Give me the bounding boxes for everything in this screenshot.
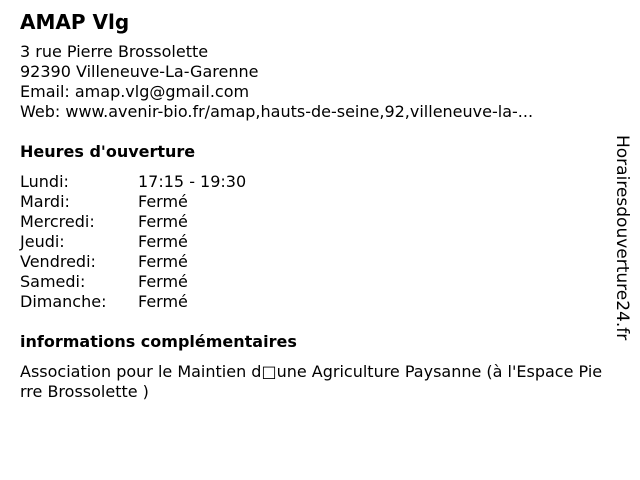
business-name: AMAP Vlg	[20, 10, 130, 34]
day-hours: 17:15 - 19:30	[138, 172, 247, 191]
hours-row-thursday	[20, 232, 605, 252]
opening-hours-table	[20, 172, 605, 312]
address-city: 92390 Villeneuve-La-Garenne	[20, 62, 259, 81]
day-label: Lundi:	[20, 172, 69, 191]
email-line[interactable]: Email: amap.vlg@gmail.com	[20, 82, 250, 101]
day-label: Samedi:	[20, 272, 86, 291]
hours-row-tuesday	[20, 192, 605, 212]
hours-row-saturday	[20, 272, 605, 292]
day-label: Dimanche:	[20, 292, 107, 311]
day-label: Vendredi:	[20, 252, 96, 271]
hours-row-monday	[20, 172, 605, 192]
day-label: Mercredi:	[20, 212, 95, 231]
business-card	[20, 10, 605, 402]
day-label: Mardi:	[20, 192, 70, 211]
opening-hours-title: Heures d'ouverture	[20, 142, 196, 161]
day-label: Jeudi:	[20, 232, 65, 251]
day-hours: Fermé	[138, 232, 188, 251]
hours-row-sunday	[20, 292, 605, 312]
address-street: 3 rue Pierre Brossolette	[20, 42, 209, 61]
additional-info-title: informations complémentaires	[20, 332, 297, 351]
web-line[interactable]: Web: www.avenir-bio.fr/amap,hauts-de-seine,92,villeneuve-la-...	[20, 102, 534, 121]
day-hours: Fermé	[138, 272, 188, 291]
site-watermark: Horairesdouverture24.fr	[612, 135, 632, 341]
day-hours: Fermé	[138, 252, 188, 271]
day-hours: Fermé	[138, 192, 188, 211]
day-hours: Fermé	[138, 212, 188, 231]
hours-row-wednesday	[20, 212, 605, 232]
additional-info-text: Association pour le Maintien d□une Agriculture Paysanne (à l'Espace Pierre Brossolette )	[20, 362, 603, 401]
day-hours: Fermé	[138, 292, 188, 311]
hours-row-friday	[20, 252, 605, 272]
